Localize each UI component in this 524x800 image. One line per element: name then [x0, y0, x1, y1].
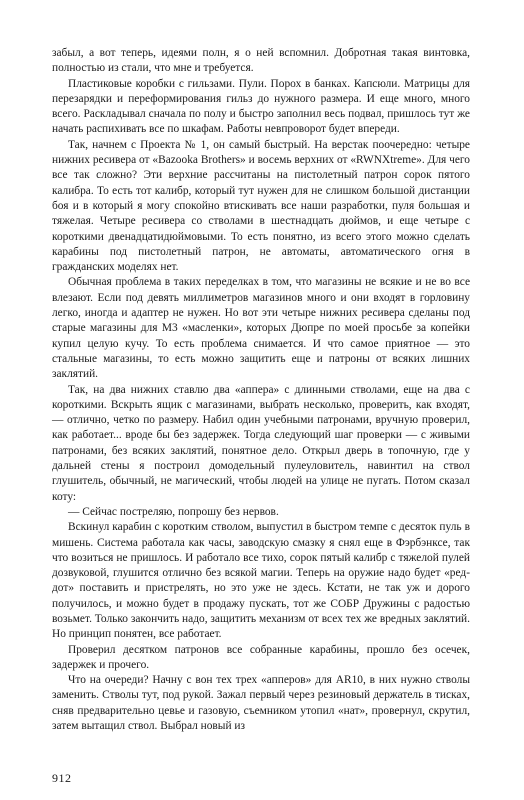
book-page	[52, 46, 470, 786]
paragraph: Проверил десятком патронов все собранные карабины, прошло без осечек, задержек и прочего.	[52, 643, 470, 671]
paragraph: Так, на два нижних ставлю два «аппера» с длинными стволами, еще на два с короткими. Вскрыть ящик с магазинами, выбрать несколько, проверить, как входят, — отлично, четко по размеру. Набил один учебными патронами, вручную проверил, как работает... вроде бы без задержек. Тогда следующий шаг проверки — с живыми патронами, без всяких заклятий, понятное дело. Открыл дверь в топочную, где у дальней стены я построил домодельный пулеуловитель, навинтил на ствол глушитель, обычный, не магический, чтобы людей на улице не пугать. Потом сказал коту:	[52, 383, 470, 503]
paragraph: Что на очереди? Начну с вон тех трех «апперов» для AR10, в них нужно стволы заменить. Стволы тут, под рукой. Зажал первый через резиновый держатель в тисках, сняв предварительно цевье и газовую, съемником утопил «нат», провернул, скрутил, затем вытащил ствол. Выбрал новый из	[52, 674, 470, 733]
page-number: 912	[52, 771, 72, 785]
paragraph: Так, начнем с Проекта № 1, он самый быстрый. На верстак поочередно: четыре нижних ресивера от «Bazooka Brothers» и восемь верхних от «RWNXtreme». Для чего все так сложно? Эти верхние рассчитаны на пистолетный патрон сорок пятого калибра. То есть тот калибр, который тут нужен для не слишком большой дистанции боя и в который я могу спокойно втискивать все наши разработки, пуля большая и тяжелая. Четыре ресивера со стволами в шестнадцать дюймов, и еще четыре с короткими двенадцатидюймовыми. То есть понятно, из всего этого можно сделать карабины под пистолетный патрон, не автоматы, автоматического огня в гражданских моделях нет.	[52, 138, 470, 274]
paragraph: Вскинул карабин с коротким стволом, выпустил в быстром темпе с десяток пуль в мишень. Система работала как часы, заводскую смазку я снял еще в Фэрбэнксе, так что возиться не пришлось. И работало все тихо, сорок пятый калибр с тяжелой пулей дозвуковой, глушится отлично без всякой магии. Теперь на оружие надо будет «ред-дот» поставить и пристрелять, но это уже не здесь. Кстати, не так уж и дорого получилось, и можно будет в продажу пускать, тот же СОБР Дружины с радостью возьмет. Только закончить надо, защитить механизм от всех тех же вредных заклятий. Но принцип понятен, все работает.	[52, 521, 470, 641]
paragraph: Обычная проблема в таких переделках в том, что магазины не всякие и не во все влезают. Если под девять миллиметров магазинов много и они входят в горловину легко, иногда и адаптер не нужен. Но вот эти четыре нижних ресивера сделаны под старые магазины для М3 «масленки», которых Дюпре по моей просьбе за копейки купил целую кучу. То есть проблема снимается. И что самое приятное — это стальные магазины, то есть можно защитить еще и патроны от всяких лишних заклятий.	[52, 276, 470, 381]
paragraph: забыл, а вот теперь, идеями полн, я о ней вспомнил. Добротная такая винтовка, полностью из стали, что мне и требуется.	[52, 47, 470, 75]
dialogue-line: — Сейчас постреляю, попрошу без нервов.	[68, 505, 279, 518]
body-text	[52, 46, 470, 734]
paragraph: Пластиковые коробки с гильзами. Пули. Порох в банках. Капсюли. Матрицы для перезарядки и переформирования гильз до нужного размера. И еще много, много всего. Раскладывал сначала по полу и быстро заполнил весь подвал, пришлось тут же начать распихивать все по шкафам. Работы невпроворот будет впереди.	[52, 77, 470, 136]
